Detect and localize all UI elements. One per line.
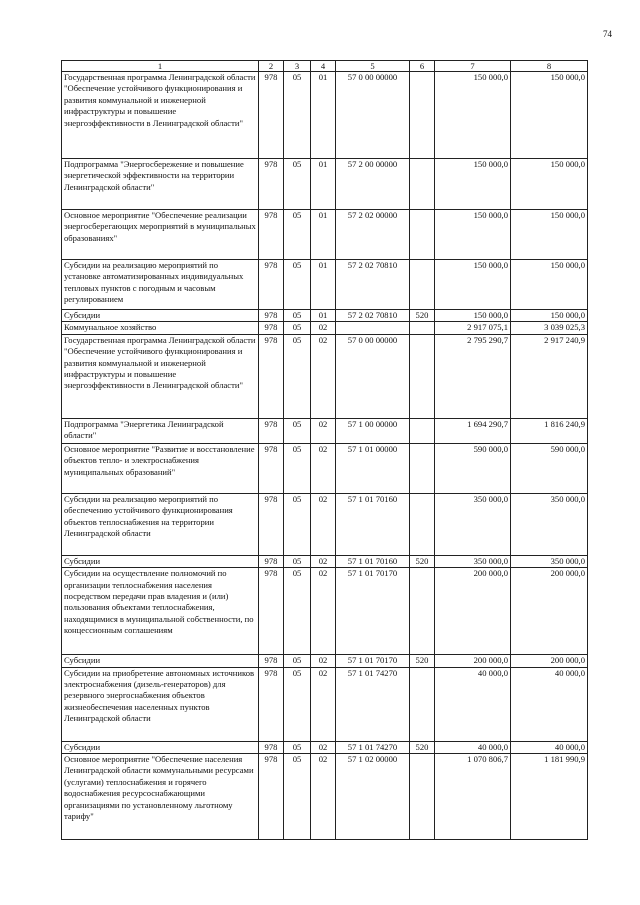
row-csr: 57 1 00 00000 (336, 418, 410, 443)
row-rz: 05 (284, 493, 311, 555)
row-name: Государственная программа Ленинградской области "Обеспечение устойчивого функционирования и развития коммунальной и инженерной инфраструктуры и повышение энергоэффективности в Ленинградской области" (62, 334, 259, 418)
row-name: Субсидии (62, 310, 259, 322)
row-name: Подпрограмма "Энергосбережение и повышение энергетической эффективности на территории Ленинградской области" (62, 159, 259, 210)
table-row (62, 322, 588, 334)
row-name: Субсидии на осуществление полномочий по организации теплоснабжения населения посредством передачи прав владения и (или) пользования объектами теплоснабжения, находящимися в муниципальной собственности, по концессионным соглашениям (62, 568, 259, 655)
row-sum1: 2 917 075,1 (435, 322, 511, 334)
row-csr: 57 1 01 00000 (336, 443, 410, 493)
col-header: 5 (336, 61, 410, 72)
row-csr: 57 1 01 74270 (336, 667, 410, 741)
row-sum2: 1 816 240,9 (511, 418, 588, 443)
row-sum2: 1 181 990,9 (511, 754, 588, 840)
row-csr: 57 1 01 74270 (336, 741, 410, 753)
row-pr: 02 (311, 418, 336, 443)
row-sum1: 200 000,0 (435, 568, 511, 655)
header-row (62, 61, 588, 72)
row-gr: 978 (259, 754, 284, 840)
row-name: Основное мероприятие "Обеспечение реализации энергосберегающих мероприятий в муниципальных образованиях" (62, 210, 259, 260)
row-vr (410, 334, 435, 418)
table-row (62, 72, 588, 159)
row-name: Коммунальное хозяйство (62, 322, 259, 334)
row-sum2: 150 000,0 (511, 72, 588, 159)
row-gr: 978 (259, 260, 284, 310)
row-sum2: 40 000,0 (511, 667, 588, 741)
row-pr: 02 (311, 568, 336, 655)
row-csr: 57 2 02 00000 (336, 210, 410, 260)
row-gr: 978 (259, 493, 284, 555)
row-rz: 05 (284, 72, 311, 159)
table-row (62, 260, 588, 310)
row-sum2: 590 000,0 (511, 443, 588, 493)
row-rz: 05 (284, 741, 311, 753)
row-gr: 978 (259, 310, 284, 322)
table-row (62, 443, 588, 493)
row-vr (410, 322, 435, 334)
row-sum2: 150 000,0 (511, 310, 588, 322)
row-rz: 05 (284, 667, 311, 741)
row-vr (410, 493, 435, 555)
row-csr: 57 2 02 70810 (336, 310, 410, 322)
table-row (62, 655, 588, 667)
row-pr: 02 (311, 667, 336, 741)
row-pr: 02 (311, 655, 336, 667)
row-sum1: 1 694 290,7 (435, 418, 511, 443)
row-gr: 978 (259, 555, 284, 567)
row-csr: 57 1 01 70160 (336, 493, 410, 555)
row-vr (410, 667, 435, 741)
row-gr: 978 (259, 568, 284, 655)
row-pr: 02 (311, 741, 336, 753)
table-row (62, 568, 588, 655)
row-gr: 978 (259, 667, 284, 741)
row-name: Основное мероприятие "Обеспечение населения Ленинградской области коммунальными ресурсами (услугами) теплоснабжения и горячего водоснабжения ресурсоснабжающими организациями по установленному льготному тарифу" (62, 754, 259, 840)
row-sum1: 1 070 806,7 (435, 754, 511, 840)
row-pr: 01 (311, 260, 336, 310)
row-sum1: 40 000,0 (435, 667, 511, 741)
row-csr: 57 1 01 70170 (336, 655, 410, 667)
table-row (62, 754, 588, 840)
col-header: 6 (410, 61, 435, 72)
row-rz: 05 (284, 310, 311, 322)
row-sum2: 350 000,0 (511, 493, 588, 555)
row-gr: 978 (259, 443, 284, 493)
row-rz: 05 (284, 322, 311, 334)
budget-table (61, 60, 588, 840)
row-gr: 978 (259, 655, 284, 667)
row-vr: 520 (410, 310, 435, 322)
row-sum1: 40 000,0 (435, 741, 511, 753)
row-pr: 01 (311, 72, 336, 159)
table-row (62, 334, 588, 418)
row-rz: 05 (284, 568, 311, 655)
row-gr: 978 (259, 418, 284, 443)
row-sum1: 350 000,0 (435, 555, 511, 567)
row-csr: 57 0 00 00000 (336, 334, 410, 418)
row-vr (410, 260, 435, 310)
col-header: 3 (284, 61, 311, 72)
table-row (62, 493, 588, 555)
row-name: Подпрограмма "Энергетика Ленинградской области" (62, 418, 259, 443)
row-gr: 978 (259, 334, 284, 418)
row-name: Государственная программа Ленинградской области "Обеспечение устойчивого функционирования и развития коммунальной и инженерной инфраструктуры и повышение энергоэффективности в Ленинградской области" (62, 72, 259, 159)
row-pr: 02 (311, 754, 336, 840)
row-vr (410, 418, 435, 443)
row-sum1: 590 000,0 (435, 443, 511, 493)
row-rz: 05 (284, 655, 311, 667)
row-sum2: 150 000,0 (511, 210, 588, 260)
row-name: Субсидии на реализацию мероприятий по обеспечению устойчивого функционирования объектов теплоснабжения на территории Ленинградской области (62, 493, 259, 555)
row-pr: 01 (311, 310, 336, 322)
table-row (62, 210, 588, 260)
table-row (62, 741, 588, 753)
row-vr (410, 210, 435, 260)
row-sum1: 150 000,0 (435, 260, 511, 310)
row-rz: 05 (284, 754, 311, 840)
row-pr: 01 (311, 210, 336, 260)
row-csr: 57 1 02 00000 (336, 754, 410, 840)
row-csr: 57 0 00 00000 (336, 72, 410, 159)
row-rz: 05 (284, 418, 311, 443)
row-gr: 978 (259, 210, 284, 260)
table-row (62, 310, 588, 322)
row-sum2: 150 000,0 (511, 159, 588, 210)
row-sum2: 40 000,0 (511, 741, 588, 753)
row-sum1: 350 000,0 (435, 493, 511, 555)
col-header: 4 (311, 61, 336, 72)
row-vr: 520 (410, 655, 435, 667)
row-sum1: 2 795 290,7 (435, 334, 511, 418)
row-name: Субсидии на приобретение автономных источников электроснабжения (дизель-генераторов) для резервного энергоснабжения объектов жизнеобеспечения населенных пунктов Ленинградской области (62, 667, 259, 741)
row-sum1: 150 000,0 (435, 159, 511, 210)
row-vr (410, 568, 435, 655)
row-vr (410, 754, 435, 840)
row-csr: 57 2 02 70810 (336, 260, 410, 310)
row-sum2: 3 039 025,3 (511, 322, 588, 334)
table-row (62, 667, 588, 741)
row-gr: 978 (259, 159, 284, 210)
col-header: 1 (62, 61, 259, 72)
row-gr: 978 (259, 741, 284, 753)
col-header: 2 (259, 61, 284, 72)
col-header: 8 (511, 61, 588, 72)
row-sum2: 150 000,0 (511, 260, 588, 310)
row-sum1: 200 000,0 (435, 655, 511, 667)
row-sum2: 200 000,0 (511, 655, 588, 667)
row-name: Основное мероприятие "Развитие и восстановление объектов тепло- и электроснабжения муниципальных образований" (62, 443, 259, 493)
row-sum2: 2 917 240,9 (511, 334, 588, 418)
row-name: Субсидии (62, 555, 259, 567)
row-rz: 05 (284, 334, 311, 418)
row-gr: 978 (259, 322, 284, 334)
row-name: Субсидии на реализацию мероприятий по установке автоматизированных индивидуальных тепловых пунктов с погодным и часовым регулированием (62, 260, 259, 310)
row-rz: 05 (284, 260, 311, 310)
row-rz: 05 (284, 555, 311, 567)
row-sum1: 150 000,0 (435, 210, 511, 260)
row-sum2: 200 000,0 (511, 568, 588, 655)
row-pr: 02 (311, 322, 336, 334)
row-vr (410, 159, 435, 210)
table-row (62, 418, 588, 443)
row-vr (410, 443, 435, 493)
row-sum2: 350 000,0 (511, 555, 588, 567)
row-csr: 57 2 00 00000 (336, 159, 410, 210)
row-name: Субсидии (62, 655, 259, 667)
row-rz: 05 (284, 210, 311, 260)
row-vr: 520 (410, 555, 435, 567)
row-rz: 05 (284, 443, 311, 493)
row-pr: 02 (311, 443, 336, 493)
table-row (62, 159, 588, 210)
row-sum1: 150 000,0 (435, 72, 511, 159)
col-header: 7 (435, 61, 511, 72)
row-pr: 02 (311, 334, 336, 418)
row-pr: 01 (311, 159, 336, 210)
page-number: 74 (603, 29, 612, 39)
row-vr (410, 72, 435, 159)
row-gr: 978 (259, 72, 284, 159)
row-sum1: 150 000,0 (435, 310, 511, 322)
row-csr: 57 1 01 70170 (336, 568, 410, 655)
row-pr: 02 (311, 493, 336, 555)
row-name: Субсидии (62, 741, 259, 753)
row-vr: 520 (410, 741, 435, 753)
table-row (62, 555, 588, 567)
row-csr (336, 322, 410, 334)
row-pr: 02 (311, 555, 336, 567)
row-csr: 57 1 01 70160 (336, 555, 410, 567)
row-rz: 05 (284, 159, 311, 210)
